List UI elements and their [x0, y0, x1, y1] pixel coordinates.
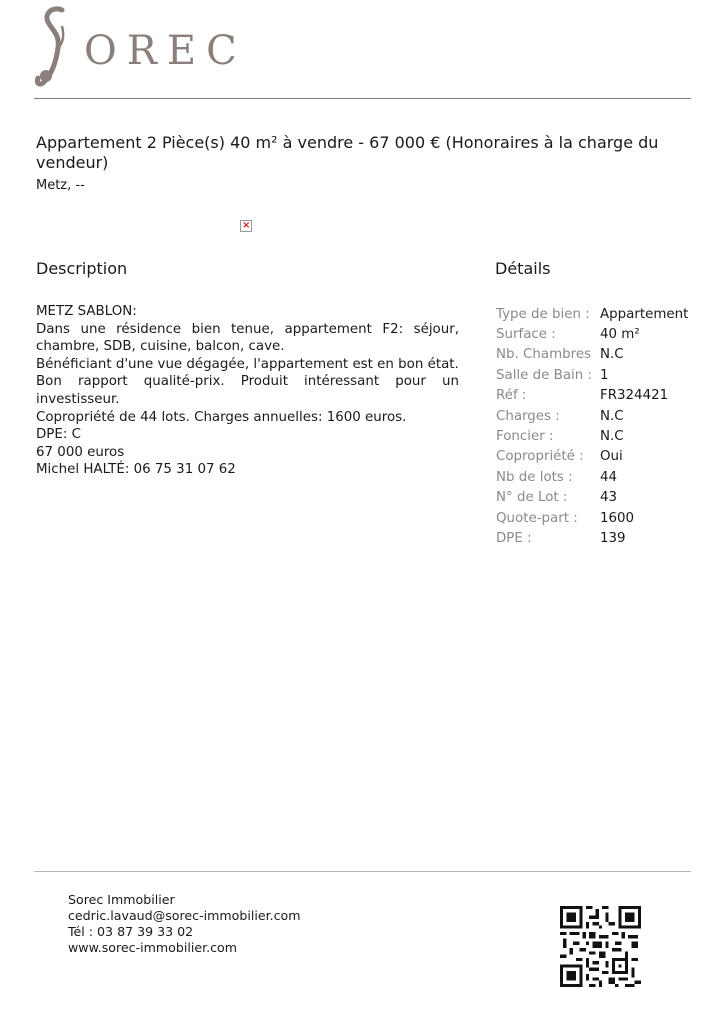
description-line: METZ SABLON:	[36, 304, 137, 319]
detail-label: Surface :	[496, 327, 556, 343]
detail-value: Oui	[600, 449, 623, 465]
detail-label: DPE :	[496, 530, 532, 546]
detail-label: N° de Lot :	[496, 490, 568, 506]
description-heading: Description	[36, 259, 128, 278]
details-heading: Détails	[495, 259, 551, 278]
details-row	[496, 467, 688, 487]
details-row	[496, 345, 688, 365]
description-line: Bon rapport qualité-prix. Produit intéressant pour un investisseur.	[36, 374, 459, 407]
detail-value: N.C	[600, 408, 624, 424]
broken-image-icon: ×	[242, 220, 251, 231]
listing-location: Metz, --	[36, 178, 85, 193]
detail-label: Foncier :	[496, 429, 554, 445]
details-row	[496, 508, 688, 528]
details-row	[496, 406, 688, 426]
details-row	[496, 528, 688, 548]
detail-label: Réf :	[496, 388, 527, 404]
details-row	[496, 447, 688, 467]
description-line: Copropriété de 44 lots. Charges annuelles: 1600 euros.	[36, 409, 407, 425]
detail-value: N.C	[600, 429, 624, 445]
description-text	[36, 303, 459, 479]
details-row	[496, 365, 688, 385]
header-divider	[34, 98, 691, 99]
detail-label: Quote-part :	[496, 510, 578, 526]
details-table	[496, 304, 688, 549]
detail-label: Type de bien :	[496, 306, 590, 322]
detail-label: Copropriété :	[496, 449, 584, 465]
detail-value: 1	[600, 367, 609, 383]
svg-text:OREC: OREC	[84, 28, 247, 74]
details-row	[496, 324, 688, 344]
description-line: Michel HALTÉ: 06 75 31 07 62	[36, 462, 236, 478]
detail-value: 40 m²	[600, 327, 640, 343]
details-row	[496, 426, 688, 446]
footer-divider	[34, 871, 691, 872]
detail-value: Appartement	[600, 306, 689, 322]
detail-value: N.C	[600, 347, 624, 363]
sorec-logo	[34, 4, 254, 88]
detail-label: Charges :	[496, 408, 560, 424]
footer-contact	[68, 892, 301, 956]
detail-value: 1600	[600, 510, 635, 526]
description-line: 67 000 euros	[36, 444, 125, 460]
website-link[interactable]: www.sorec-immobilier.com	[68, 940, 238, 955]
details-row	[496, 304, 688, 324]
detail-label: Salle de Bain :	[496, 367, 593, 383]
qr-code-icon	[560, 906, 641, 987]
detail-value: FR324421	[600, 388, 669, 404]
detail-label: Nb. Chambres	[496, 347, 592, 363]
contact-email[interactable]: cedric.lavaud@sorec-immobilier.com	[68, 908, 301, 923]
details-row	[496, 386, 688, 406]
description-line: Dans une résidence bien tenue, appartement F2: séjour, chambre, SDB, cuisine, balcon, cave.	[36, 321, 459, 355]
details-row	[496, 488, 688, 508]
detail-value: 139	[600, 530, 626, 546]
contact-phone: Tél : 03 87 39 33 02	[68, 924, 194, 939]
company-name: Sorec Immobilier	[68, 892, 175, 907]
detail-value: 44	[600, 469, 618, 485]
description-line: Bénéficiant d'une vue dégagée, l'appartement est en bon état.	[36, 356, 459, 372]
description-line: DPE: C	[36, 427, 81, 443]
detail-label: Nb de lots :	[496, 469, 573, 485]
listing-title: Appartement 2 Pièce(s) 40 m² à vendre - 67 000 € (Honoraires à la charge du vendeur)	[36, 133, 659, 172]
detail-value: 43	[600, 490, 618, 506]
